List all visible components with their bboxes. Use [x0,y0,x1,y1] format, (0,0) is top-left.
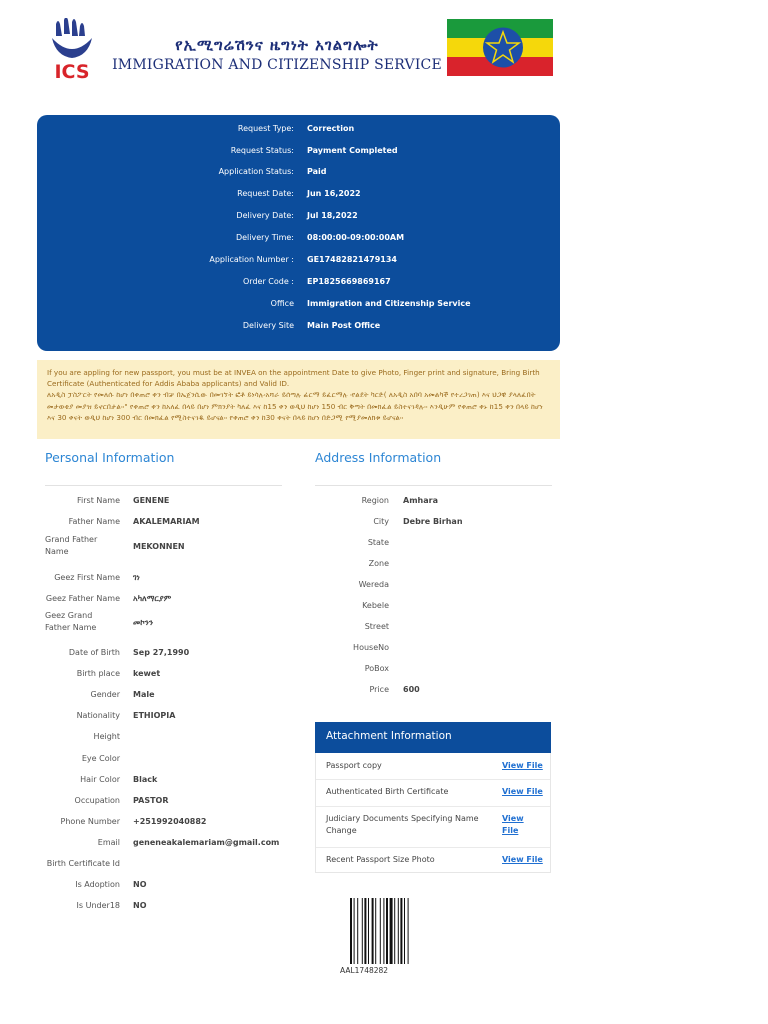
request-label: Office [270,299,294,308]
address-info-title: Address Information [315,450,442,465]
personal-field-value: NO [133,880,147,889]
address-field-label: Price [369,685,389,694]
personal-field-label: Geez First Name [54,573,120,582]
request-label: Request Date: [237,189,294,198]
request-value: Correction [307,124,355,133]
barcode-bar [404,898,405,964]
attachment-info-header: Attachment Information [315,722,551,753]
attachment-label: Authenticated Birth Certificate [326,787,449,796]
request-value: Main Post Office [307,321,381,330]
request-row [37,120,560,140]
personal-field-value: መኮንን [133,618,154,627]
request-value: Immigration and Citizenship Service [307,299,471,308]
attachment-list [315,753,551,873]
attachment-row [316,753,550,780]
request-value: EP1825669869167 [307,277,391,286]
address-field-label: HouseNo [353,643,389,652]
attachment-label: Recent Passport Size Photo [326,855,435,864]
address-field-label: Kebele [362,601,389,610]
personal-field-label: Gender [90,690,120,699]
ethiopian-flag [447,19,553,76]
barcode-bar [398,898,399,964]
address-field-label: PoBox [364,664,389,673]
request-row [37,185,560,205]
barcode-bar [390,898,393,964]
barcode-bar [354,898,355,964]
personal-field-value: Male [133,690,155,699]
personal-field-label: Hair Color [80,775,120,784]
personal-field-value: አካለማርያም [133,594,172,603]
barcode-bar [386,898,388,964]
request-label: Delivery Date: [236,211,294,220]
request-row [37,273,560,293]
personal-field-value: kewet [133,669,161,678]
view-file-link[interactable]: View File [502,761,543,770]
personal-field-label: Grand Father Name [45,535,98,556]
personal-field-value: +251992040882 [133,817,207,826]
request-row [37,163,560,183]
request-label: Application Number : [209,255,294,264]
request-row [37,317,560,337]
attachment-row [316,847,550,872]
request-label: Delivery Time: [235,233,294,242]
appointment-notice [37,360,560,439]
personal-field-value: AKALEMARIAM [133,517,200,526]
request-label: Request Type: [237,124,294,133]
personal-field-label: Phone Number [60,817,120,826]
view-file-link[interactable]: View File [502,855,543,864]
address-field-value: Debre Birhan [403,517,463,526]
barcode-bar [383,898,384,964]
barcode-bar [350,898,352,964]
request-label: Request Status: [230,146,294,155]
address-field-value: Amhara [403,496,438,505]
personal-field-value: MEKONNEN [133,542,185,551]
barcode-bar [375,898,376,964]
request-row [37,251,560,271]
personal-field-value: geneneakalemariam@gmail.com [133,838,280,847]
barcode-bar [380,898,381,964]
attachment-row [316,806,550,848]
personal-field-label: Geez Grand Father Name [45,611,97,632]
address-field-label: City [373,517,389,526]
personal-field-value: NO [133,901,147,910]
request-value: GE17482821479134 [307,255,397,264]
agency-title-amharic: የኢሚግሬሽንና ዜግነት አገልግሎት [175,36,379,54]
personal-field-label: Eye Color [81,754,120,763]
address-divider [315,485,552,486]
request-row [37,142,560,162]
barcode-number: AAL1748282 [340,966,389,975]
personal-field-label: Date of Birth [68,648,120,657]
agency-title-english: IMMIGRATION AND CITIZENSHIP SERVICE [112,57,442,73]
barcode-bar [362,898,363,964]
personal-field-label: Father Name [68,517,120,526]
address-field-value: 600 [403,685,420,694]
personal-field-label: Birth place [76,669,120,678]
request-value: Paid [307,167,327,176]
personal-divider [45,485,282,486]
personal-field-label: Geez Father Name [45,594,120,603]
personal-field-value: Black [133,775,158,784]
barcode-bar [364,898,366,964]
notice-amharic: ለአዲስ ፓስፖርት የመለሱ ከሆነ በቀጠሮ ቀን ብቻ በኤጀንሲው በመገኘት ፎቶ ይነሳሉ፡አሻራ ይሰጣሉ ፊርማ ይፈርማሉ ፡የልደት ካርድ( ለአዲስ አበባ አመልካች የተረጋገጠ) እና ህጋዊ ያላለፈበት መታወቂያ መያዝ ይኖርበታል፡፡" የቀጠሮ ቀን ከአለፈ በላይ በሆነ ምክንያት ካለፈ እና ከ15 ቀን ወዲህ ከሆነ 150 ብር ቅጣት በመክፈል ይስተናገዳሉ፡፡ እንዲሁም የቀጠሮ ቀኑ ከ15 ቀን በላይ ከሆነ እና 30 ቀናት ወዲህ ከሆነ 300 ብር በመክፈል የሚስተናገዱ ይሆናል፡፡ የቀጠሮ ቀን ከ30 ቀናት በላይ ከሆነ በድጋሚ የሚያመለክቱ ይሆናል፡፡ [47,390,543,422]
request-value: Payment Completed [307,146,398,155]
address-field-label: Street [364,622,389,631]
request-label: Delivery Site [242,321,294,330]
personal-field-label: Is Under18 [76,901,120,910]
personal-field-value: ETHIOPIA [133,711,176,720]
address-field-label: Region [361,496,389,505]
personal-field-label: Birth Certificate Id [46,859,120,868]
address-field-label: Wereda [358,580,389,589]
request-value: Jun 16,2022 [307,189,361,198]
attachment-row [316,779,550,807]
svg-text:ICS: ICS [54,61,90,83]
request-summary-panel [37,115,560,351]
address-field-label: Zone [368,559,389,568]
request-value: Jul 18,2022 [307,211,358,220]
barcode-bar [368,898,369,964]
personal-info-title: Personal Information [45,450,175,465]
personal-field-label: Nationality [76,711,120,720]
view-file-link[interactable]: View File [502,787,543,796]
barcode-bar [400,898,402,964]
request-label: Application Status: [218,167,294,176]
personal-field-label: Email [97,838,120,847]
personal-field-value: PASTOR [133,796,169,805]
personal-field-value: ገነ [133,573,140,582]
request-row [37,229,560,249]
attachment-label: Judiciary Documents Specifying Name Change [326,814,479,835]
personal-field-value: Sep 27,1990 [133,648,190,657]
address-field-label: State [367,538,389,547]
request-value: 08:00:00-09:00:00AM [307,233,405,242]
personal-field-label: Occupation [74,796,120,805]
barcode-bar [372,898,374,964]
view-file-link[interactable]: View File [502,814,524,835]
ics-logo [42,18,102,84]
personal-field-value: GENENE [133,496,170,505]
barcode [350,898,434,964]
personal-field-label: Is Adoption [75,880,120,889]
personal-field-label: First Name [77,496,120,505]
barcode-bar [357,898,358,964]
personal-field-label: Height [93,732,120,741]
request-row [37,207,560,227]
request-label: Order Code : [243,277,294,286]
barcode-bar [408,898,409,964]
request-row [37,295,560,315]
barcode-bar [394,898,395,964]
notice-english: If you are appling for new passport, you must be at INVEA on the appointment Date to give Photo, Finger print and signature, Bring Birth Certificate (Authenticated for Addis Ababa applicants) and Valid ID. [47,368,540,389]
attachment-label: Passport copy [326,761,382,770]
